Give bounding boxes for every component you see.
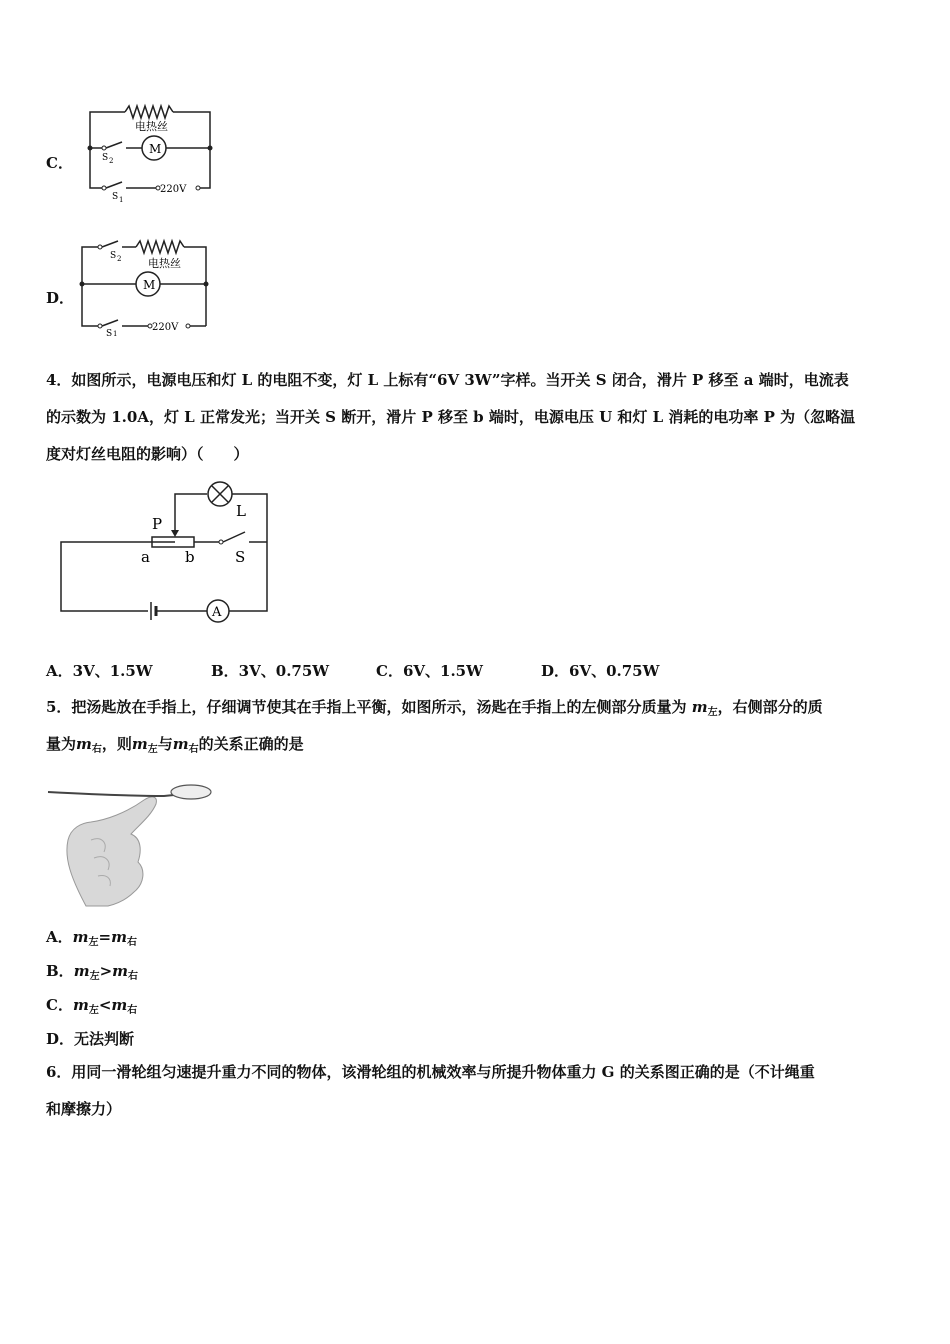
switch-s1-label: S xyxy=(112,192,119,202)
question-5-line-1: 5．把汤匙放在手指上，仔细调节使其在手指上平衡，如图所示，汤匙在手指上的左侧部分质量为 $m_左$，右侧部分的质 xyxy=(46,698,823,718)
switch-s1-sub: 1 xyxy=(113,330,118,337)
voltage-label: 220V xyxy=(152,322,179,333)
question-6-line-1: 6．用同一滑轮组匀速提升重力不同的物体，该滑轮组的机械效率与所提升物体重力 G 的关系图正确的是（不计绳重 xyxy=(46,1063,815,1081)
switch-label: S xyxy=(235,548,246,566)
heater-resistor xyxy=(125,106,173,118)
slider-label: P xyxy=(152,515,163,533)
ammeter-label: A xyxy=(212,605,222,620)
lamp-label: L xyxy=(236,502,246,520)
switch-s2-label: S xyxy=(102,153,109,163)
switch-s2-sub: 2 xyxy=(117,255,122,263)
end-b-label: b xyxy=(185,548,195,566)
q4-option-b: B．3V、0.75W xyxy=(211,662,330,680)
motor-label: M xyxy=(143,278,156,292)
q5-option-d: D．无法判断 xyxy=(46,1030,135,1048)
heater-label: 电热丝 xyxy=(135,120,168,133)
q5-option-a: A．$m_左=m_右$ xyxy=(46,928,137,948)
motor-label: M xyxy=(149,142,162,156)
heater-resistor xyxy=(136,241,184,253)
q4-option-a: A．3V、1.5W xyxy=(46,662,153,680)
option-d-label: D． xyxy=(46,289,75,307)
question-4-line-2: 的示数为 1.0A，灯 L 正常发光；当开关 S 断开，滑片 P 移至 b 端时，电源电压 U 和灯 L 消耗的电功率 P 为（忽略温 xyxy=(46,408,856,426)
question-4-line-1: 4．如图所示，电源电压和灯 L 的电阻不变，灯 L 上标有“6V 3W”字样。当开关 S 闭合，滑片 P 移至 a 端时，电流表 xyxy=(46,371,849,389)
end-a-label: a xyxy=(141,548,150,566)
switch-s2-sub: 2 xyxy=(109,157,114,165)
q4-option-c: C．6V、1.5W xyxy=(376,662,483,680)
heater-label: 电热丝 xyxy=(148,257,181,270)
question-6-line-2: 和摩擦力） xyxy=(46,1100,122,1118)
circuit-c-diagram xyxy=(80,100,220,205)
q5-option-b: B．$m_左>m_右$ xyxy=(46,962,139,982)
q4-option-d: D．6V、0.75W xyxy=(541,662,660,680)
switch-s1-label: S xyxy=(106,329,113,337)
switch-s1-sub: 1 xyxy=(119,196,124,204)
option-c-label: C． xyxy=(46,154,73,172)
switch-s2-label: S xyxy=(110,251,117,261)
question-5-line-2: 量为$m_右$，则$m_左$与$m_右$的关系正确的是 xyxy=(46,735,304,755)
voltage-label: 220V xyxy=(160,184,187,195)
spoon-on-finger-illustration xyxy=(46,778,216,908)
question-4-circuit-diagram xyxy=(55,480,280,625)
q5-option-c: C．$m_左<m_右$ xyxy=(46,996,138,1016)
circuit-d-diagram xyxy=(70,237,220,337)
question-4-line-3: 度对灯丝电阻的影响）（ ） xyxy=(46,445,249,463)
